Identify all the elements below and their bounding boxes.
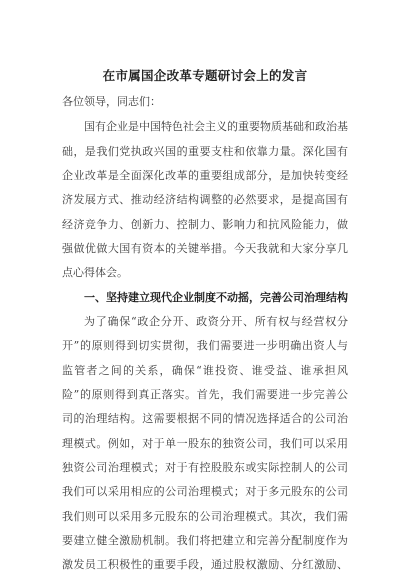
document-title: 在市属国企改革专题研讨会上的发言 (102, 68, 308, 83)
paragraph-line: 独资公司治理模式；对于有控股股东或实际控制人的公司 (62, 461, 348, 474)
paragraph-line: 我们可以采用相应的公司治理模式；对于多元股东的公司 (62, 485, 348, 498)
paragraph-line: 险”的原则得到真正落实。首先，我们需要进一步完善公 (62, 388, 348, 401)
paragraph-line: 强做优做大国有资本的关键举措。今天我就和大家分享几 (62, 242, 348, 255)
section-heading: 一、坚持建立现代企业制度不动摇，完善公司治理结构 (84, 291, 348, 304)
paragraph-line: 开”的原则得到切实贯彻，我们需要进一步明确出资人与 (62, 339, 348, 352)
paragraph-line: 我们则可以采用多元股东的公司治理模式。其次，我们需 (62, 510, 348, 523)
paragraph-line: 济发展方式、推动经济结构调整的必然要求，是提高国有 (62, 193, 348, 206)
paragraph-line: 为了确保“政企分开、政资分开、所有权与经营权分 (84, 315, 348, 328)
paragraph-line: 司的治理结构。这需要根据不同的情况选择适合的公司治 (62, 412, 348, 425)
paragraph-line: 点心得体会。 (62, 266, 128, 279)
paragraph-line: 国有企业是中国特色社会主义的重要物质基础和政治基 (84, 120, 348, 133)
paragraph-line: 础，是我们党执政兴国的重要支柱和依靠力量。深化国有 (62, 145, 348, 158)
paragraph-line: 经济竞争力、创新力、控制力、影响力和抗风险能力，做 (62, 218, 348, 231)
paragraph-line: 要建立健全激励机制。我们将把建立和完善分配制度作为 (62, 534, 348, 547)
paragraph-line: 激发员工积极性的重要手段，通过股权激励、分红激励、 (62, 558, 348, 571)
salutation: 各位领导，同志们： (62, 95, 161, 108)
paragraph-line: 监管者之间的关系，确保“谁投资、谁受益、谁承担风 (62, 364, 348, 377)
paragraph-line: 理模式。例如，对于单一股东的独资公司，我们可以采用 (62, 437, 348, 450)
paragraph-line: 企业改革是全面深化改革的重要组成部分，是加快转变经 (62, 169, 348, 182)
